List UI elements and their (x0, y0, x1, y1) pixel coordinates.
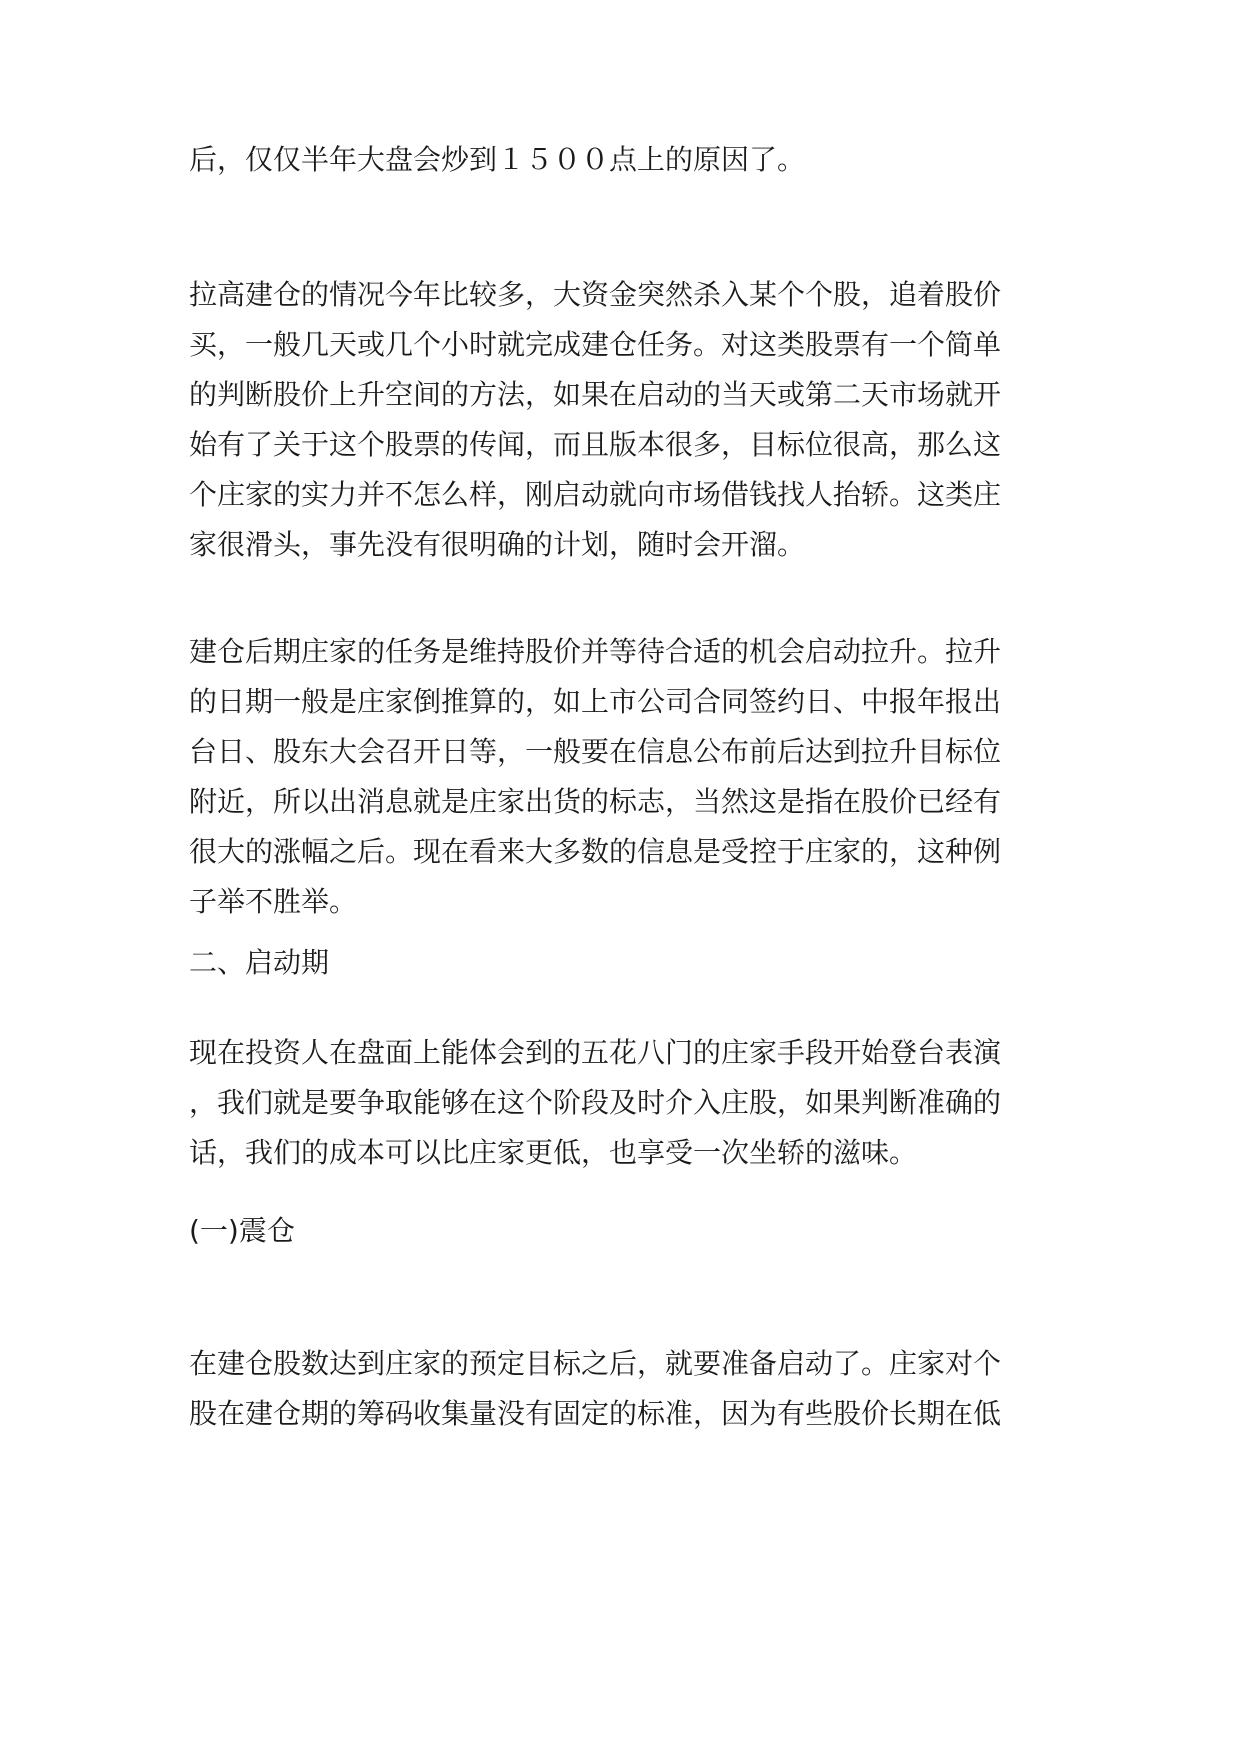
text-line: 个庄家的实力并不怎么样，刚启动就向市场借钱找人抬轿。这类庄 (189, 478, 1002, 511)
section-heading-startup (189, 938, 1049, 988)
paragraph-shakeout (189, 1339, 1049, 1439)
paragraph-startup-intro (189, 1028, 1049, 1178)
text-line: 现在投资人在盘面上能体会到的五花八门的庄家手段开始登台表演 (189, 1036, 1002, 1069)
text-line: 后，仅仅半年大盘会炒到１５００点上的原因了。 (189, 143, 806, 176)
text-line: 股在建仓期的筹码收集量没有固定的标准，因为有些股价长期在低 (189, 1397, 1002, 1430)
heading-text: 二、启动期 (189, 946, 330, 979)
text-line: 很大的涨幅之后。现在看来大多数的信息是受控于庄家的，这种例 (189, 835, 1002, 868)
heading-text: (一)震仓 (189, 1214, 295, 1247)
text-line: 在建仓股数达到庄家的预定目标之后，就要准备启动了。庄家对个 (189, 1347, 1002, 1380)
paragraph-intro (189, 135, 1049, 185)
text-line: 家很滑头，事先没有很明确的计划，随时会开溜。 (189, 528, 806, 561)
paragraph-pull-up-building (189, 270, 1049, 570)
text-line: 买，一般几天或几个小时就完成建仓任务。对这类股票有一个简单 (189, 328, 1002, 361)
paragraph-late-building (189, 627, 1049, 927)
text-line: 附近，所以出消息就是庄家出货的标志，当然这是指在股价已经有 (189, 785, 1002, 818)
text-line: 的判断股价上升空间的方法，如果在启动的当天或第二天市场就开 (189, 378, 1002, 411)
text-line: 的日期一般是庄家倒推算的，如上市公司合同签约日、中报年报出 (189, 685, 1002, 718)
text-line: 子举不胜举。 (189, 885, 358, 918)
text-line: 始有了关于这个股票的传闻，而且版本很多，目标位很高，那么这 (189, 428, 1002, 461)
subsection-heading-shakeout (189, 1206, 1049, 1256)
text-line: ，我们就是要争取能够在这个阶段及时介入庄股，如果判断准确的 (189, 1086, 1002, 1119)
text-line: 话，我们的成本可以比庄家更低，也享受一次坐轿的滋味。 (189, 1136, 918, 1169)
text-line: 拉高建仓的情况今年比较多，大资金突然杀入某个个股，追着股价 (189, 278, 1002, 311)
text-line: 台日、股东大会召开日等，一般要在信息公布前后达到拉升目标位 (189, 735, 1002, 768)
text-line: 建仓后期庄家的任务是维持股价并等待合适的机会启动拉升。拉升 (189, 635, 1002, 668)
